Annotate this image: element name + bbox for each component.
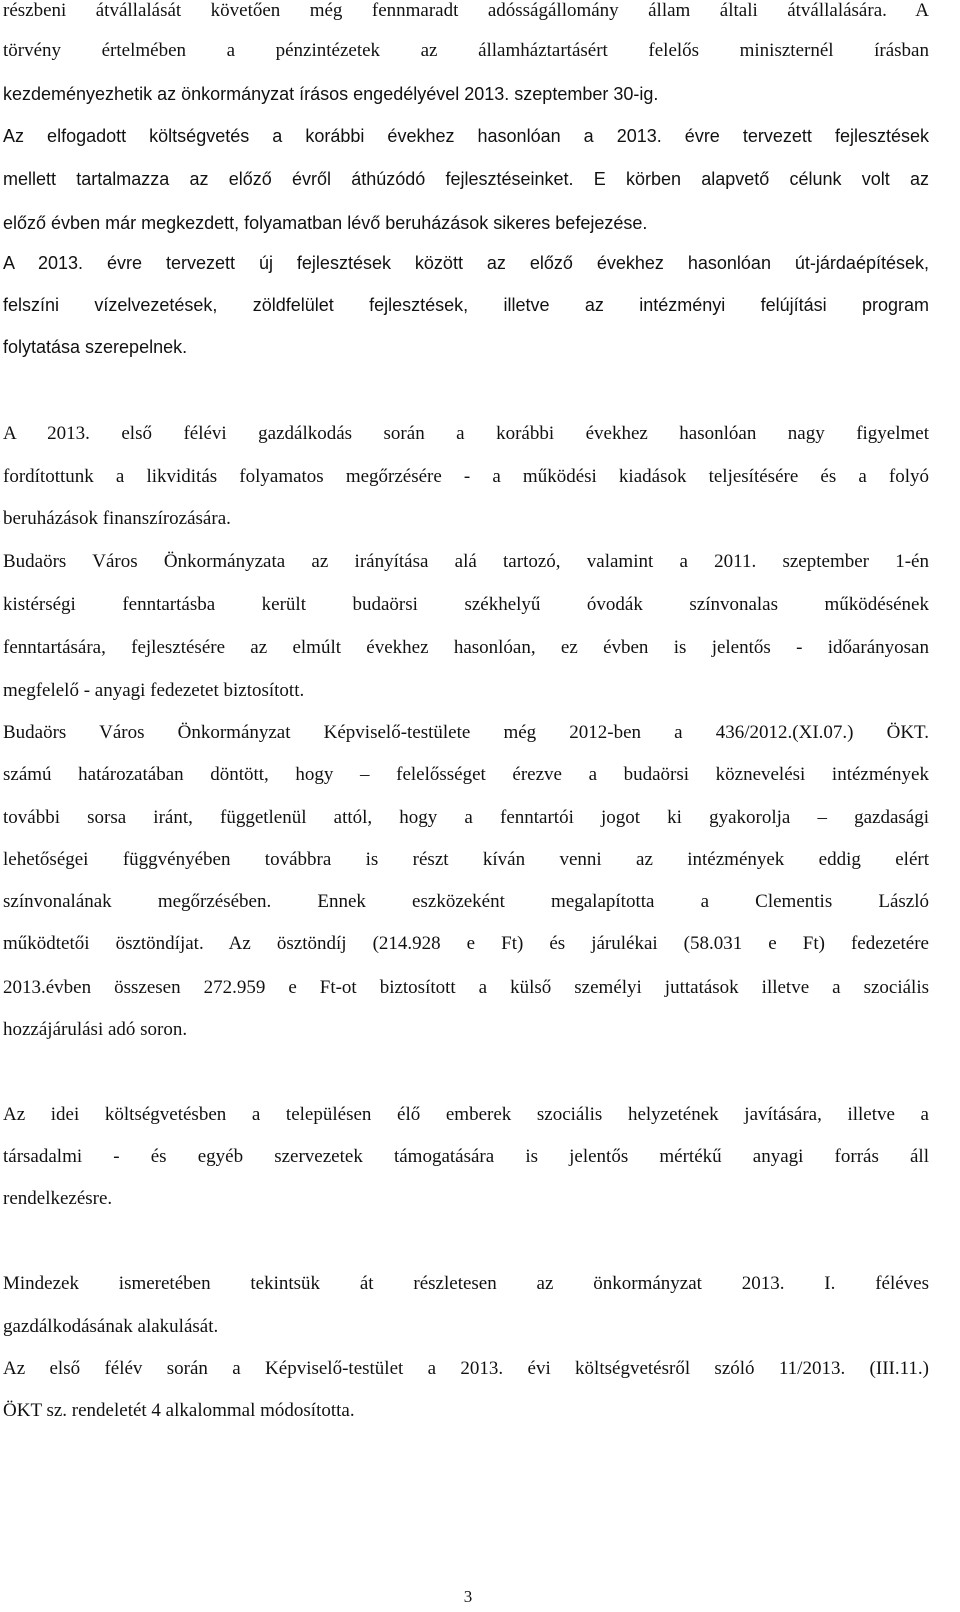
text-line: számú határozatában döntött, hogy – felelősséget érezve a budaörsi köznevelési intézmények [3,764,929,785]
text-line: működtetői ösztöndíjat. Az ösztöndíj (214.928 e Ft) és járulékai (58.031 e Ft) fedezetére [3,933,929,954]
text-line: Az idei költségvetésben a településen élő emberek szociális helyzetének javítására, illetve a [3,1104,929,1125]
text-line: Az elfogadott költségvetés a korábbi évekhez hasonlóan a 2013. évre tervezett fejlesztések [3,126,929,146]
text-line: beruházások finanszírozására. [3,508,231,529]
text-line: fenntartására, fejlesztésére az elmúlt évekhez hasonlóan, ez évben is jelentős - időarányosan [3,637,929,658]
text-line: gazdálkodásának alakulását. [3,1316,219,1337]
text-line: megfelelő - anyagi fedezetet biztosított. [3,680,305,701]
text-line: Budaörs Város Önkormányzata az irányítása alá tartozó, valamint a 2011. szeptember 1-én [3,551,929,572]
text-line: A 2013. évre tervezett új fejlesztések között az előző évekhez hasonlóan út-járdaépítések, [3,253,929,273]
text-line: Az első félév során a Képviselő-testület a 2013. évi költségvetésről szóló 11/2013. (III.11.) [3,1358,929,1379]
text-line: felszíni vízelvezetések, zöldfelület fejlesztések, illetve az intézményi felújítási program [3,295,929,315]
text-line: társadalmi - és egyéb szervezetek támogatására is jelentős mértékű anyagi forrás áll [3,1146,929,1167]
text-line: hozzájárulási adó soron. [3,1019,188,1040]
page-number: 3 [463,1587,473,1606]
text-line: törvény értelmében a pénzintézetek az államháztartásért felelős miniszternél írásban [3,40,929,61]
text-line: Mindezek ismeretében tekintsük át részletesen az önkormányzat 2013. I. féléves [3,1273,929,1294]
text-line: további sorsa iránt, függetlenül attól, hogy a fenntartói jogot ki gyakorolja – gazdasági [3,807,929,828]
text-line: kistérségi fenntartásba került budaörsi székhelyű óvodák színvonalas működésének [3,594,929,615]
text-line: A 2013. első félévi gazdálkodás során a korábbi évekhez hasonlóan nagy figyelmet [3,423,929,444]
text-line: színvonalának megőrzésében. Ennek eszközeként megalapította a Clementis László [3,891,929,912]
text-line: lehetőségei függvényében továbbra is részt kíván venni az intézmények eddig elért [3,849,929,870]
text-line: mellett tartalmazza az előző évről áthúzódó fejlesztéseinket. E körben alapvető célunk volt az [3,169,929,189]
text-line: rendelkezésre. [3,1188,113,1209]
text-line: fordítottunk a likviditás folyamatos megőrzésére - a működési kiadások teljesítésére és a folyó [3,466,929,487]
text-line: Budaörs Város Önkormányzat Képviselő-testülete még 2012-ben a 436/2012.(XI.07.) ÖKT. [3,722,929,743]
text-line: 2013.évben összesen 272.959 e Ft-ot biztosított a külső személyi juttatások illetve a szociális [3,977,929,998]
text-line: ÖKT sz. rendeletét 4 alkalommal módosította. [3,1400,355,1421]
text-line: folytatása szerepelnek. [3,337,188,357]
text-line: részbeni átvállalását követően még fennmaradt adósságállomány állam általi átvállalására. A [3,0,929,21]
text-line: kezdeményezhetik az önkormányzat írásos engedélyével 2013. szeptember 30-ig. [3,84,659,104]
text-line: előző évben már megkezdett, folyamatban lévő beruházások sikeres befejezése. [3,213,648,233]
